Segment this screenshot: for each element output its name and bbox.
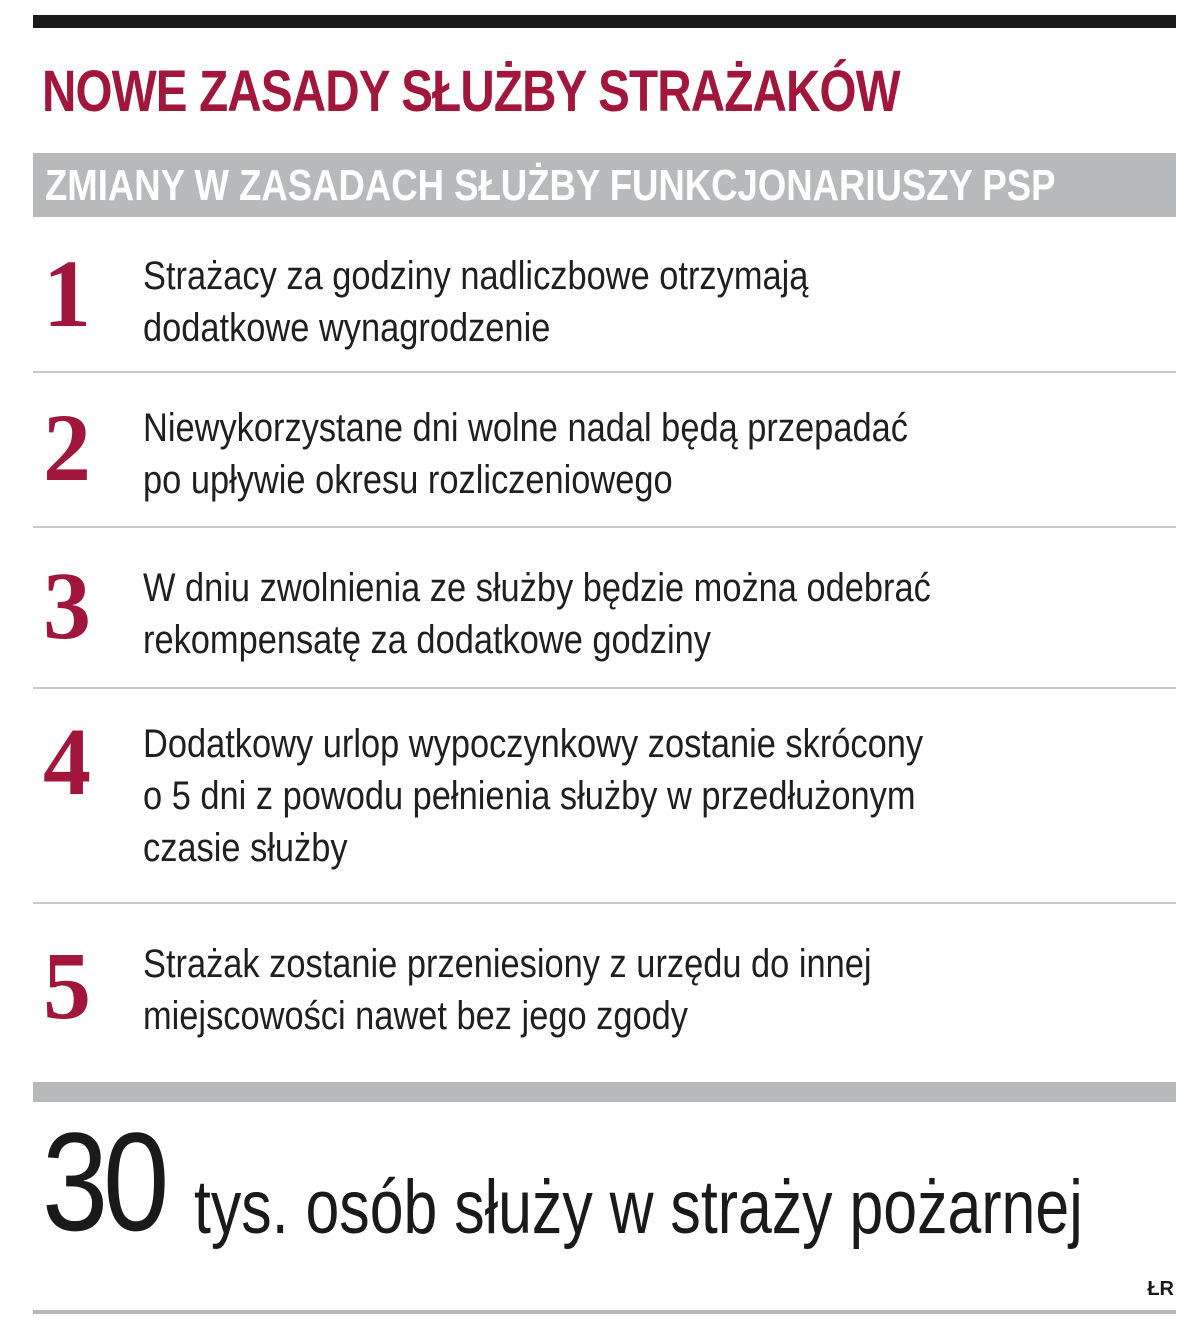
item-line: po upływie okresu rozliczeniowego [143, 458, 673, 502]
item-number: 2 [43, 394, 91, 501]
top-rule [33, 15, 1176, 28]
divider [33, 687, 1176, 689]
item-line: dodatkowe wynagrodzenie [143, 306, 551, 350]
bottom-rule [33, 1310, 1176, 1314]
stat-number: 30 [42, 1103, 165, 1260]
item-line: o 5 dni z powodu pełnienia służby w przedłużonym [143, 774, 916, 818]
item-number: 1 [43, 240, 91, 347]
item-number: 3 [43, 552, 91, 659]
subtitle-bar [33, 153, 1176, 217]
item-line: Dodatkowy urlop wypoczynkowy zostanie skrócony [143, 722, 924, 766]
stat-text: tys. osób służy w straży pożarnej [194, 1165, 1083, 1250]
item-line: Strażak zostanie przeniesiony z urzędu do innej [143, 942, 872, 986]
item-line: czasie służby [143, 826, 348, 870]
item-line: Niewykorzystane dni wolne nadal będą przepadać [143, 406, 908, 450]
item-line: Strażacy za godziny nadliczbowe otrzymają [143, 254, 809, 298]
item-line: W dniu zwolnienia ze służby będzie można odebrać [143, 566, 931, 610]
item-number: 5 [43, 932, 91, 1039]
item-line: miejscowości nawet bez jego zgody [143, 994, 688, 1038]
divider [33, 526, 1176, 528]
item-text [143, 402, 908, 506]
item-text [143, 938, 872, 1042]
source-credit: ŁR [1147, 1278, 1174, 1300]
item-text [143, 562, 931, 666]
item-text [143, 718, 923, 874]
divider [33, 371, 1176, 373]
item-text [143, 250, 808, 354]
infographic-subtitle: ZMIANY W ZASADACH SŁUŻBY FUNKCJONARIUSZY PSP [45, 161, 1056, 210]
item-number: 4 [43, 708, 91, 815]
bottom-bar [33, 1082, 1176, 1102]
infographic-title: NOWE ZASADY SŁUŻBY STRAŻAKÓW [42, 59, 900, 124]
divider [33, 902, 1176, 904]
item-line: rekompensatę za dodatkowe godziny [143, 618, 711, 662]
